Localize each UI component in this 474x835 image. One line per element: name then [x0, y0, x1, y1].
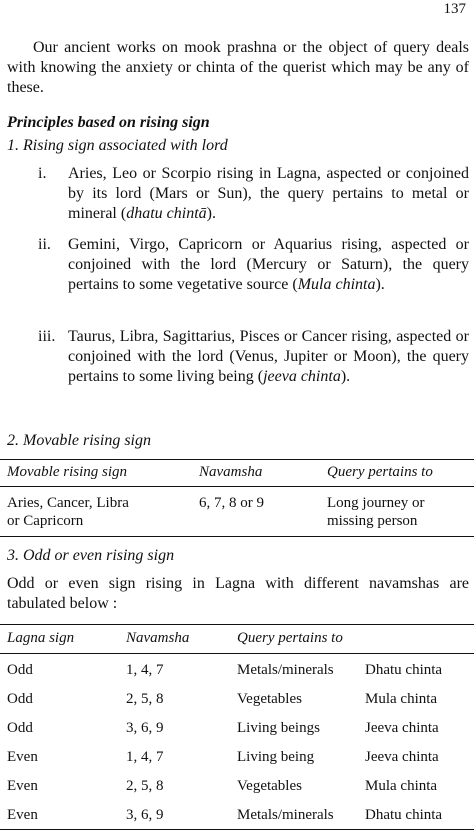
table2-header-rule [0, 653, 474, 654]
section3-title: 3. Odd or even rising sign [7, 547, 175, 564]
rule-text: Gemini, Virgo, Capricorn or Aquarius rising, aspected or conjoined with the lord (Mercury or Saturn), the query pertains to some vegetative source (Mula chinta). [68, 236, 469, 293]
rule-item-i [38, 164, 469, 224]
table1-cell-navamsha: 6, 7, 8 or 9 [199, 495, 264, 511]
table1-header-sign: Movable rising sign [7, 464, 127, 480]
intro-paragraph: Our ancient works on mook prashna or the object of query deals with knowing the anxiety or chinta of the querist which may be any of these. [7, 39, 469, 96]
table1-cell-query: Long journey or missing person [327, 495, 425, 529]
table1-bottom-rule [0, 536, 474, 537]
table2-header-navamsha: Navamsha [126, 630, 190, 646]
table1-header-query: Query pertains to [327, 464, 433, 480]
section3-intro: Odd or even sign rising in Lagna with different navamshas are tabulated below : [7, 575, 469, 612]
table1-header-navamsha: Navamsha [199, 464, 263, 480]
document-page: 137 Our ancient works on mook prashna or the object of query deals with knowing the anxiety or chinta of the querist which may be any of these. Principles based on rising sign 1. Rising sign associated with lord i. Aries, Leo or Scorpio rising in Lagna, aspected or conjoined by its lord (Mars or Sun), the query pertains to metal or mineral (dhatu chintā). ii. Gemini, Virgo, Capricorn or Aquarius rising, aspected or conjoined with the lord (Mercury or Saturn), the query pertains to some vegetative source (Mula chinta). iii. Taurus, Libra, Sagittarius, Pisces or Cancer rising, aspected or conjoined with the lord (Venus, Jupiter or Moon), the query pertains to some living being (jeeva chinta). 2. Movable rising sign Movable rising sign Navamsha Query pertains to Aries, Cancer, Libra or Capricorn 6, 7, 8 or 9 Long journey or missing person 3. Odd or even rising sign Odd or even sign rising in Lagna with different navamshas are tabulated below : Lagna sign Navamsha Query pertains to Odd 1, 4, 7 Metals/minerals Dhatu chinta Odd 2, 5, 8 Vegetables Mula chinta Odd 3, 6, 9 Living beings Jeeva chinta Even 1, 4, 7 Living being Jeeva chinta Even 2, 5, 8 Vegetables Mula chinta Even 3, 6, 9 Metals/minerals Dhatu chinta [0, 0, 474, 835]
rule-item-ii [38, 235, 469, 295]
table2-bottom-rule [0, 829, 474, 830]
rule-number: i. [38, 165, 47, 182]
table1-top-rule [0, 459, 474, 460]
principles-heading: Principles based on rising sign [7, 114, 210, 131]
section2-title: 2. Movable rising sign [7, 432, 151, 449]
table2-header-sign: Lagna sign [7, 630, 75, 646]
table2-header-query: Query pertains to [237, 630, 343, 646]
page-number: 137 [443, 1, 466, 17]
rule-text: Taurus, Libra, Sagittarius, Pisces or Cancer rising, aspected or conjoined with the lord (Venus, Jupiter or Moon), the query pertains to some living being (jeeva chinta). [68, 328, 469, 385]
rule-text: Aries, Leo or Scorpio rising in Lagna, aspected or conjoined by its lord (Mars or Sun), the query pertains to metal or mineral (dhatu chintā). [68, 165, 469, 222]
rule-number: ii. [38, 236, 51, 253]
section1-title: 1. Rising sign associated with lord [7, 137, 228, 154]
table2-top-rule [0, 624, 474, 625]
table1-cell-sign: Aries, Cancer, Libra or Capricorn [7, 495, 129, 529]
table1-header-rule [0, 486, 474, 487]
rule-item-iii [38, 327, 469, 387]
rule-number: iii. [38, 328, 56, 345]
